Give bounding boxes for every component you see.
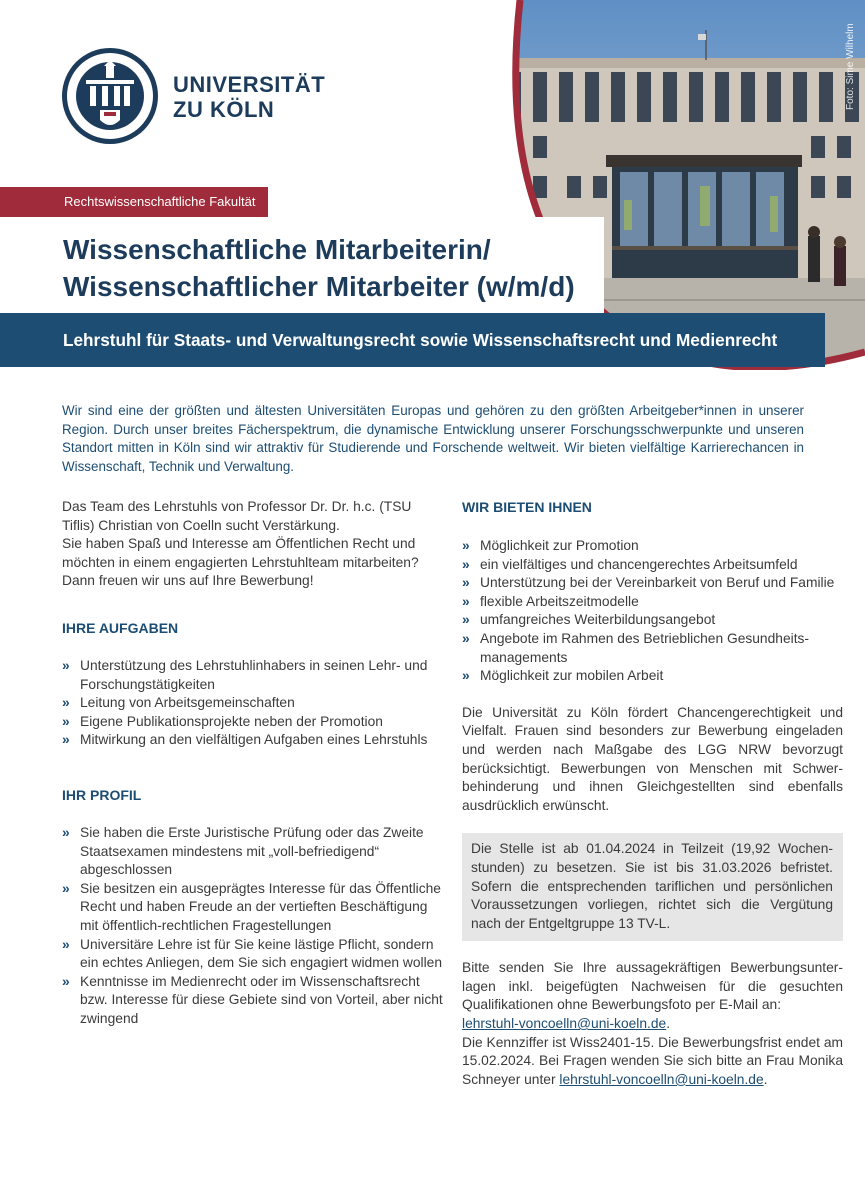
list-item: » Universitäre Lehre ist für Sie keine lästige Pflicht, sondern ein echtes Anliegen, dem Sie sich engagiert widmen wollen (62, 936, 444, 973)
application-text: Bitte senden Sie Ihre aussagekräftigen Bewerbungsunter-lagen inkl. beigefügten Nachweisen für die gesuchten Qualifikationen ohne Bewerbungsfoto per E-Mail an: (462, 960, 843, 1013)
email-punctuation: . (666, 1016, 671, 1032)
team-paragraph-1: Das Team des Lehrstuhls von Professor Dr. Dr. h.c. (TSU Tiflis) Christian von Coelln sucht Verstärkung. (62, 499, 412, 533)
job-title-line1: Wissenschaftliche Mitarbeiterin/ (63, 234, 491, 265)
list-item: » flexible Arbeitszeitmodelle (462, 593, 843, 612)
job-title (63, 231, 603, 305)
university-seal-icon (60, 46, 160, 146)
tasks-heading: IHRE AUFGABEN (62, 619, 179, 636)
application-email-link[interactable]: lehrstuhl-voncoelln@uni-koeln.de (462, 1016, 667, 1032)
chair-title: Lehrstuhl für Staats- und Verwaltungsrecht sowie Wissenschaftsrecht und Medienrecht (63, 330, 778, 350)
contact-email-link[interactable]: lehrstuhl-voncoelln@uni-koeln.de (559, 1071, 764, 1087)
list-item: » Unterstützung des Lehrstuhlinhabers in seinen Lehr- und Forschungstätigkeiten (62, 657, 444, 694)
contact-punctuation: . (763, 1071, 768, 1087)
list-item: » Sie besitzen ein ausgeprägtes Interesse für das Öffentliche Recht und haben Freude an der vertieften Beschäftigung mit öffentlich-rechtlichen Fragestellungen (62, 880, 444, 936)
profile-heading: IHR PROFIL (62, 786, 142, 803)
offer-heading: WIR BIETEN IHNEN (462, 499, 592, 515)
intro-paragraph: Wir sind eine der größten und ältesten Universitäten Europas und gehören zu den größten Arbeitgeber*innen in unserer Region. Durch unser breites Fächerspektrum, die dynamische Entwicklung unserer Forschungsschwerpunkte und unseren Standort mitten in Köln sind wir attraktiv für Studierende und Forschende weltweit. Wir bieten vielfältige Karrierechancen in Wissenschaft, Technik und Verwaltung. (62, 403, 804, 475)
job-title-line2: Wissenschaftlicher Mitarbeiter (w/m/d) (63, 271, 575, 302)
list-item: » Angebote im Rahmen des Betrieblichen Gesundheits-managements (462, 630, 843, 667)
left-column (62, 498, 444, 1028)
list-item: » Unterstützung bei der Vereinbarkeit von Beruf und Familie (462, 574, 843, 593)
offer-list (462, 537, 843, 686)
list-item: » ein vielfältiges und chancengerechtes Arbeitsumfeld (462, 556, 843, 575)
list-item: » umfangreiches Weiterbildungsangebot (462, 611, 843, 630)
diversity-paragraph: Die Universität zu Köln fördert Chancengerechtigkeit und Vielfalt. Frauen sind besonders zur Bewerbung eingeladen und werden nach Maßgabe des LGG NRW bevorzugt berücksichtigt. Bewerbungen von Menschen mit Schwer-behinderung und ihnen Gleichgestellten sind ebenfalls ausdrücklich erwünscht. (462, 704, 843, 813)
faculty-label: Rechtswissenschaftliche Fakultät (0, 187, 268, 217)
photo-credit: Foto: Sime Wilhelm (845, 23, 856, 110)
profile-list (62, 824, 444, 1029)
application-paragraph (462, 959, 843, 1089)
list-item: » Sie haben die Erste Juristische Prüfung oder das Zweite Staatsexamen mindestens mit „voll-befriedigend“ abgeschlossen (62, 824, 444, 880)
list-item: » Möglichkeit zur mobilen Arbeit (462, 667, 843, 686)
university-name-line1: UNIVERSITÄT (173, 72, 326, 97)
list-item: » Eigene Publikationsprojekte neben der Promotion (62, 713, 444, 732)
list-item: » Leitung von Arbeitsgemeinschaften (62, 694, 444, 713)
list-item: » Möglichkeit zur Promotion (462, 537, 843, 556)
tasks-list (62, 657, 444, 750)
team-paragraph-2: Sie haben Spaß und Interesse am Öffentlichen Recht und möchten in einem engagierten Lehrstuhlteam mitarbeiten? Dann freuen wir uns auf Ihre Bewerbung! (62, 536, 419, 589)
position-note-box: Die Stelle ist ab 01.04.2024 in Teilzeit (19,92 Wochen-stunden) zu besetzen. Sie ist bis 31.03.2026 befristet. Sofern die entsprechenden tariflichen und persönlichen Voraussetzungen vorliegen, richtet sich die Vergütung nach der Entgeltgruppe 13 TV-L. (462, 833, 843, 941)
right-column (462, 498, 843, 1089)
list-item: » Kenntnisse im Medienrecht oder im Wissenschaftsrecht bzw. Interesse für diese Gebiete sind von Vorteil, aber nicht zwingend (62, 973, 444, 1029)
university-name-line2: ZU KÖLN (173, 97, 275, 122)
list-item: » Mitwirkung an den vielfältigen Aufgaben eines Lehrstuhls (62, 731, 444, 750)
university-name (173, 72, 325, 122)
reference-text: Die Kennziffer ist Wiss2401-15. Die Bewerbungsfrist endet am 15.02.2024. Bei Fragen wenden Sie sich bitte an Frau Monika Schneyer unter (462, 1034, 843, 1087)
